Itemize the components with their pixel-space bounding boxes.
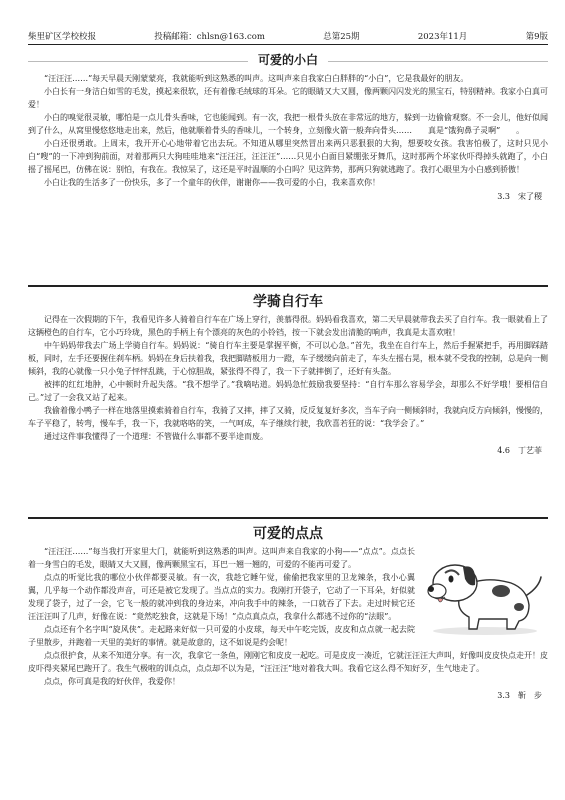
article-paragraph: 我偷着像小鸭子一样在地落里摸索骑着自行车，我骑了又摔，摔了又骑，反反复复好多次，当车子向一侧倾斜时，我就向反方向倾斜，慢慢的，车子平稳了，转弯，慢车手，我一下，我就咯咯的笑，一气呵成，车子继续行驶，我欣喜若狂的说：“我学会了。” (28, 406, 548, 428)
article-paragraph: 点点很护食，从来不知道分享。有一次，我拿它一条鱼，刚刚它和皮皮一起吃。可是皮皮一凑近，它就汪汪汪大声叫，好像叫皮皮快点走开！皮皮吓得夹紧尾巴跑开了。我生气极啦的训点点，点点却不以为是，“汪汪汪”地对着我大叫。我看它这么得不知好歹，生气地走了。 (28, 651, 548, 673)
article-cute-xiaobai (28, 50, 548, 203)
article-paragraph: 小白长有一身洁白如雪的毛发，摸起来很软，还有着像毛绒球的耳朵。它的眼睛又大又圆，像两颗闪闪发光的黑宝石，特别精神。我家小白真可爱！ (28, 87, 548, 109)
section-divider (28, 285, 548, 287)
article-title: 可爱的点点 (243, 523, 333, 543)
article-paragraph: 中午妈妈带我去广场上学骑自行车。妈妈说：“骑自行车主要是掌握平衡，不可以心急。”首先，我坐在自行车上，然后手握紧把手，再用脚踩踏板，同时，左手还要握住刹车柄。妈妈在身后扶着我，我把脚踏板用力一蹬，车子缓缓向前走了，车头左摇右晃，根本就不受我的控制，总是向一侧倾斜，我的心就像一只小兔子怦怦乱跳，于心惊胆战，紧张得不得了，我一下子就摔倒了，还好有头盔。 (28, 341, 548, 376)
article-signature: 3.3 宋了稷 (497, 192, 542, 201)
newspaper-header (28, 28, 548, 45)
article-paragraph: 小白让我的生活多了一份快乐，多了一个童年的伙伴，谢谢你——我可爱的小白，我来喜欢你！ (44, 178, 380, 187)
article-paragraph: 点点的听觉比我的哪位小伙伴都要灵敏。有一次，我趁它睡午觉，偷偷把我家里的卫龙辣条，我小心翼翼，几乎每一个动作都没声音，可还是被它发现了。当点点的实力。我刚打开袋子，它动了一下耳朵，好似就发现了袋子，过了一会，它飞一般的就冲到我的身边来，冲向我手中的辣条，一口就吞了下去。走过时候它还汪汪汪叫了几声，好像在说：“竟然吃独食，这就是下场！”点点真点点，我拿什么都逃不过你的“法眼”。 (28, 573, 415, 621)
page-number: 第9版 (525, 32, 548, 42)
article-paragraph: 小白还很勇敢。上周末，我开开心心地带着它出去玩。不知道从哪里突然冒出来两只恶狠狠的大狗，想要咬女孩。我害怕极了，这时只见小白“嗖”的一下冲到狗前面，对着那两只大狗哇哇地来“汪汪汪，汪汪汪”……只见小白面目紧绷张牙舞爪，这时那两个坏家伙吓得掉头就跑了，小白摇了摇尾巴，仿佛在说：别怕，有我在。我惊呆了，这还是平时温顺的小白吗？见这阵势，那两只狗就逃跑了。我打心眼里为小白感到骄傲！ (28, 139, 548, 174)
article-paragraph: 被摔的红红地肿，心中顿时升起失落。“我不想学了。”我嘀咕道。妈妈急忙鼓励我要坚持：“自行车那么容易学会，却那么不好学哦！要相信自己。”过了一会我又站了起来。 (28, 380, 548, 402)
issue-date: 2023年11月 (417, 32, 468, 42)
dog-illustration (423, 547, 548, 637)
article-cute-diandian (28, 523, 548, 702)
article-signature: 3.3 靳 步 (497, 691, 542, 700)
article-title-bar (28, 50, 548, 72)
article-signature: 4.6 丁艺菲 (497, 446, 542, 455)
issue-number: 总第25期 (323, 32, 360, 42)
article-title: 可爱的小白 (248, 51, 328, 68)
school-name: 柴里矿区学校校报 (28, 32, 97, 42)
article-learn-bike (28, 291, 548, 457)
article-title-bar (28, 523, 548, 545)
article-paragraph: “汪汪汪……”每当我打开家里大门，就能听到这熟悉的叫声。这叫声来自我家的小狗——“点点”。点点长着一身雪白的毛发，眼睛又大又圆，像两颗黑宝石，耳巴一翘一翘的，可爱的不能再可爱了。 (28, 547, 415, 569)
article-paragraph: 通过这件事我懂得了一个道理：不管做什么事都不要半途而废。 (44, 432, 268, 441)
article-title: 学骑自行车 (243, 291, 333, 311)
article-title-bar (28, 291, 548, 313)
submission-email: 投稿邮箱：chlsn@163.com (154, 32, 265, 42)
article-paragraph: 点点，你可真是我的好伙伴，我爱你！ (44, 677, 180, 686)
section-divider (28, 517, 548, 519)
article-paragraph: 记得在一次假期的下午，我看见许多人骑着自行车在广场上穿行，羡慕得很。妈妈看我喜欢，第二天早晨就带我去买了自行车。我一眼就看上了这辆橙色的自行车，它小巧玲珑，黑色的手柄上有个漂亮的灰色的小铃铛，按一下就会发出清脆的响声，我真是太喜欢啦！ (28, 315, 548, 337)
article-paragraph: 点点还有个名字叫“旋风侠”。走起路来好似一只可爱的小皮球，每天中午吃完饭，皮皮和点点就一起去院子里散步，并跑着一天里的美好的事情。就是故意的，这不如说是约会呢！ (28, 625, 415, 647)
article-paragraph: 小白的嗅觉很灵敏，哪怕是一点儿骨头香味，它也能闻到。有一次，我把一根骨头放在非常远的地方，躲到一边偷偷观察。不一会儿，他好似闻到了什么，从窝里慢悠悠地走出来，然后，他就顺着骨头的香味儿，一个转身，立刻像火箭一般奔向骨头…… 真是“饿狗鼻子灵啊” 。 (28, 113, 548, 135)
article-paragraph: “汪汪汪……”每天早晨天刚蒙蒙亮，我就能听到这熟悉的叫声。这叫声来自我家白白胖胖的“小白”，它是我最好的朋友。 (44, 74, 469, 83)
